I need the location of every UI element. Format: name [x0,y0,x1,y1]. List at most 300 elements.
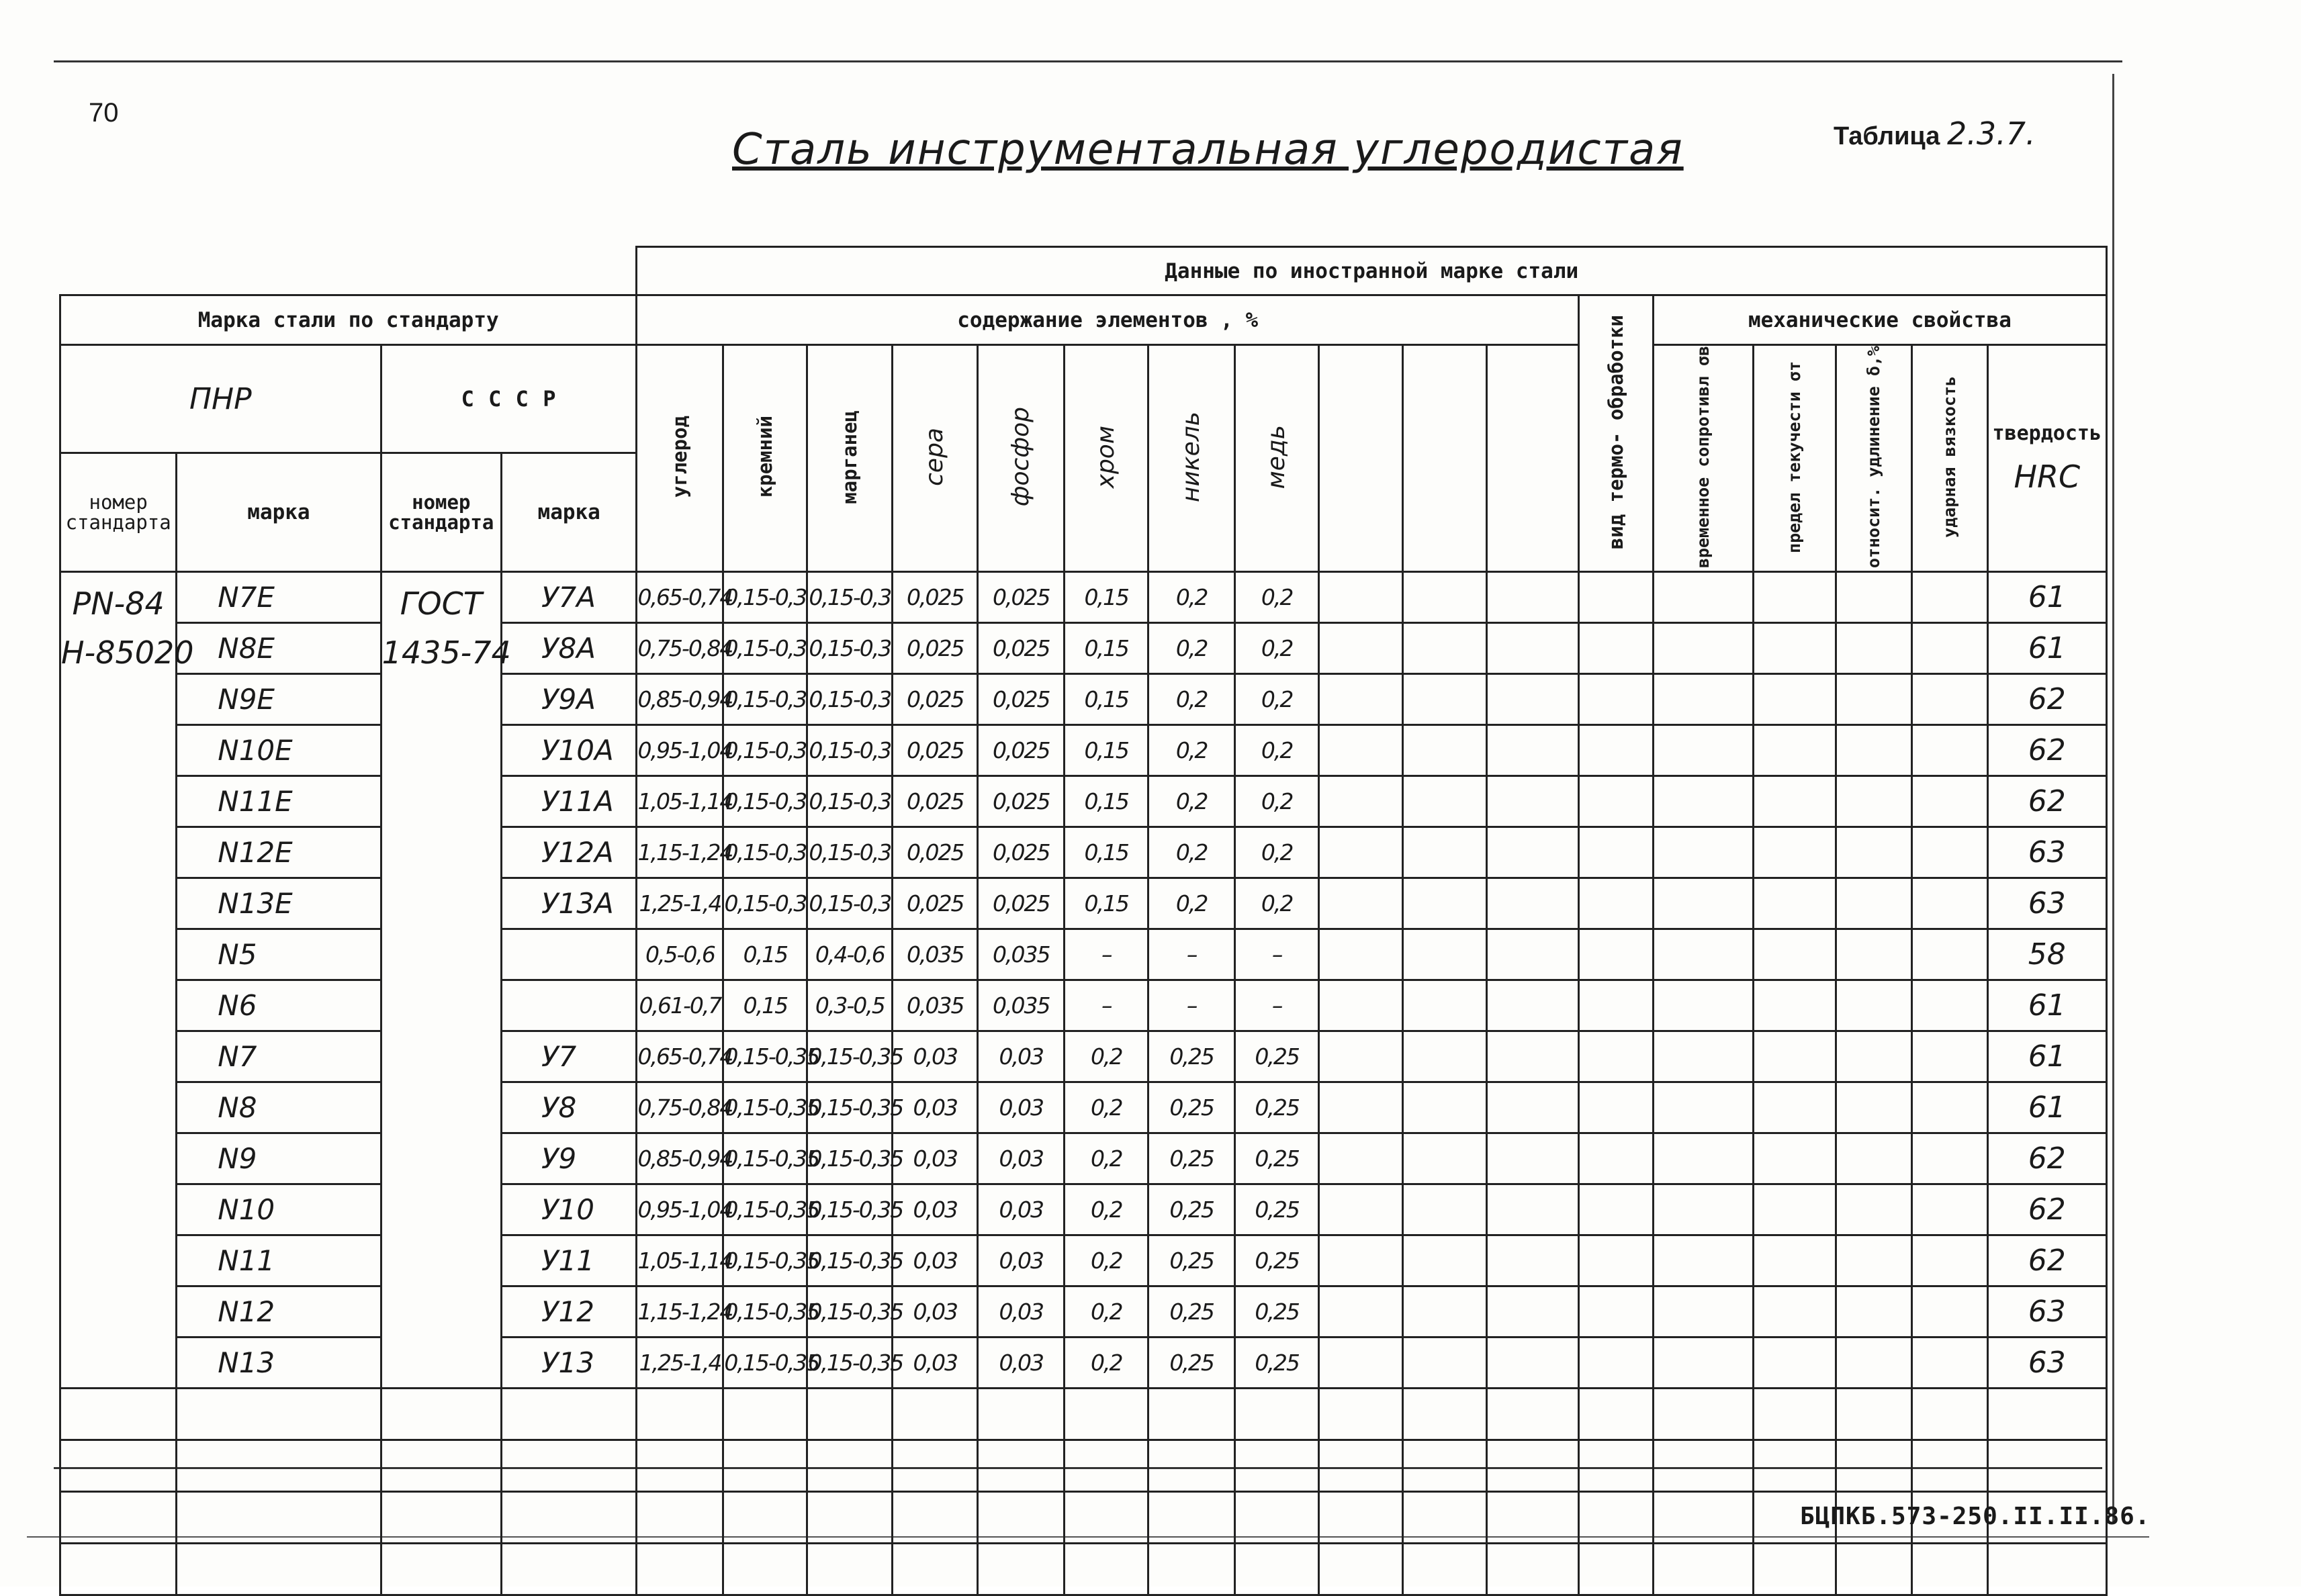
element-cu-cell: 0,2 [1235,827,1319,878]
element-cu-cell: – [1235,980,1319,1031]
mechanical-cell [1911,929,1987,980]
element-p-cell: 0,03 [978,1286,1065,1337]
ussr-grade-cell: У11 [501,1235,637,1286]
element-s-cell: 0,03 [893,1235,978,1286]
element-p-cell: 0,03 [978,1133,1065,1184]
col-sulfur: сера [893,345,978,572]
col-manganese: марганец [807,345,893,572]
empty-cell [381,1492,501,1544]
element-empty-cell [1319,1184,1403,1235]
element-mn-cell: 0,15-0,35 [807,1082,893,1133]
mechanical-cell [1753,725,1836,776]
mechanical-cell [1911,827,1987,878]
ussr-standard-line2: 1435-74 [381,635,511,671]
element-ni-cell: 0,25 [1148,1184,1235,1235]
mechanical-cell [1911,1184,1987,1235]
empty-cell [893,1389,978,1440]
mechanical-cell [1653,725,1753,776]
element-empty-cell [1403,725,1487,776]
element-empty-cell [1319,674,1403,725]
element-cu-cell: 0,25 [1235,1031,1319,1082]
heat-treatment-cell [1578,878,1653,929]
element-mn-cell: 0,3-0,5 [807,980,893,1031]
element-empty-cell [1486,674,1578,725]
empty-cell [177,1544,381,1595]
element-empty-cell [1486,1031,1578,1082]
element-s-cell: 0,025 [893,572,978,623]
element-empty-cell [1403,572,1487,623]
table-row [60,1184,2107,1235]
pnr-grade-cell: N9 [177,1133,381,1184]
empty-cell [807,1389,893,1440]
element-empty-cell [1319,878,1403,929]
heat-treatment-cell [1578,1235,1653,1286]
empty-cell [1403,1544,1487,1595]
hardness-cell: 62 [1987,1184,2106,1235]
element-s-cell: 0,025 [893,878,978,929]
element-ni-cell: 0,25 [1148,1286,1235,1337]
empty-cell [60,1440,177,1492]
mechanical-cell [1753,776,1836,827]
table-row [60,776,2107,827]
mechanical-cell [1836,1133,1911,1184]
element-empty-cell [1403,878,1487,929]
mechanical-cell [1653,1082,1753,1133]
empty-cell [381,1389,501,1440]
table-label-text: Таблица [1834,122,1940,150]
element-c-cell: 1,15-1,24 [637,1286,723,1337]
table-row [60,725,2107,776]
heat-treatment-cell [1578,572,1653,623]
element-p-cell: 0,035 [978,980,1065,1031]
empty-cell [1065,1389,1148,1440]
empty-cell [1403,1440,1487,1492]
element-ni-cell: 0,25 [1148,1337,1235,1389]
element-empty-cell [1403,1082,1487,1133]
element-s-cell: 0,03 [893,1184,978,1235]
heat-treatment-cell [1578,980,1653,1031]
element-empty-cell [1486,776,1578,827]
table-row [60,1133,2107,1184]
ussr-grade-cell: У8 [501,1082,637,1133]
empty-cell [1653,1440,1753,1492]
pnr-grade-cell: N10E [177,725,381,776]
element-c-cell: 0,75-0,84 [637,1082,723,1133]
empty-cell [1148,1389,1235,1440]
element-empty-cell [1403,1235,1487,1286]
element-s-cell: 0,025 [893,725,978,776]
element-c-cell: 1,05-1,14 [637,1235,723,1286]
empty-cell [1148,1492,1235,1544]
pnr-grade-cell: N12E [177,827,381,878]
mechanical-cell [1836,1337,1911,1389]
element-c-cell: 1,25-1,4 [637,1337,723,1389]
element-p-cell: 0,03 [978,1235,1065,1286]
empty-cell [1235,1544,1319,1595]
foreign-data-header: Данные по иностранной марке стали [637,247,2107,295]
element-empty-cell [1319,1235,1403,1286]
element-ni-cell: 0,2 [1148,674,1235,725]
element-ni-cell: 0,2 [1148,776,1235,827]
element-si-cell: 0,15-0,3 [723,674,807,725]
element-empty-cell [1403,623,1487,674]
element-cu-cell: 0,25 [1235,1337,1319,1389]
element-cr-cell: 0,2 [1065,1286,1148,1337]
heat-treatment-cell [1578,1133,1653,1184]
col-hardness: твердость HRC [1987,345,2106,572]
element-si-cell: 0,15-0,35 [723,1184,807,1235]
element-si-cell: 0,15-0,3 [723,776,807,827]
ussr-grade-cell: У13 [501,1337,637,1389]
element-empty-cell [1403,1133,1487,1184]
empty-cell [1836,1389,1911,1440]
ussr-grade-cell: У7 [501,1031,637,1082]
element-empty-cell [1486,1184,1578,1235]
country-b-header: С С С Р [381,345,637,453]
mechanical-cell [1653,1235,1753,1286]
element-s-cell: 0,035 [893,929,978,980]
element-cr-cell: 0,2 [1065,1082,1148,1133]
element-mn-cell: 0,15-0,3 [807,776,893,827]
pnr-grade-cell: N7 [177,1031,381,1082]
pnr-grade-cell: N5 [177,929,381,980]
empty-cell [1578,1440,1653,1492]
data-rows [60,572,2107,1389]
element-p-cell: 0,025 [978,572,1065,623]
empty-cell [501,1544,637,1595]
element-si-cell: 0,15-0,3 [723,572,807,623]
heat-treatment-cell [1578,1286,1653,1337]
ussr-grade-cell: У12А [501,827,637,878]
empty-cell [60,1544,177,1595]
ussr-grade-cell [501,980,637,1031]
mechanical-cell [1911,980,1987,1031]
hardness-cell: 63 [1987,878,2106,929]
empty-cell [177,1389,381,1440]
element-empty-cell [1319,776,1403,827]
element-empty-cell [1486,827,1578,878]
element-empty-cell [1319,1082,1403,1133]
empty-cell [807,1544,893,1595]
element-p-cell: 0,03 [978,1082,1065,1133]
element-ni-cell: 0,2 [1148,725,1235,776]
col-yield: предел текучести σт [1753,345,1836,572]
element-si-cell: 0,15-0,35 [723,1337,807,1389]
element-empty-cell [1486,725,1578,776]
element-mn-cell: 0,15-0,35 [807,1184,893,1235]
mechanical-cell [1753,1031,1836,1082]
element-empty-cell [1319,725,1403,776]
col-empty-1 [1319,345,1403,572]
element-c-cell: 1,15-1,24 [637,827,723,878]
table-number: 2.3.7. [1946,115,2036,152]
empty-cell [177,1492,381,1544]
mechanical-cell [1911,623,1987,674]
element-s-cell: 0,025 [893,776,978,827]
ussr-grade-header: марка [501,453,637,572]
empty-cell [978,1544,1065,1595]
element-ni-cell: 0,25 [1148,1133,1235,1184]
empty-cell [637,1492,723,1544]
element-s-cell: 0,03 [893,1337,978,1389]
col-empty-3 [1486,345,1578,572]
element-cu-cell: – [1235,929,1319,980]
col-impact: ударная вязкость [1911,345,1987,572]
element-si-cell: 0,15 [723,929,807,980]
element-s-cell: 0,035 [893,980,978,1031]
element-c-cell: 0,85-0,94 [637,1133,723,1184]
empty-cell [1065,1544,1148,1595]
element-cr-cell: 0,2 [1065,1337,1148,1389]
element-s-cell: 0,025 [893,674,978,725]
element-empty-cell [1486,1337,1578,1389]
mechanical-cell [1836,827,1911,878]
ussr-grade-cell: У10А [501,725,637,776]
table-row [60,878,2107,929]
element-cr-cell: 0,15 [1065,776,1148,827]
empty-cell [501,1440,637,1492]
empty-cell [381,1440,501,1492]
empty-cell [1987,1440,2106,1492]
element-cu-cell: 0,25 [1235,1235,1319,1286]
empty-cell [1753,1544,1836,1595]
element-ni-cell: 0,25 [1148,1082,1235,1133]
element-c-cell: 0,75-0,84 [637,623,723,674]
heat-treatment-cell [1578,776,1653,827]
element-p-cell: 0,035 [978,929,1065,980]
element-s-cell: 0,03 [893,1286,978,1337]
element-c-cell: 0,95-1,04 [637,1184,723,1235]
mechanical-cell [1836,1286,1911,1337]
table-row [60,674,2107,725]
element-empty-cell [1486,929,1578,980]
empty-cell [1987,1544,2106,1595]
mechanical-cell [1653,929,1753,980]
pnr-std-number-header: номер стандарта [60,453,177,572]
mechanical-header: механические свойства [1653,295,2106,345]
mechanical-cell [1836,980,1911,1031]
hardness-cell: 62 [1987,674,2106,725]
element-c-cell: 0,65-0,74 [637,1031,723,1082]
empty-cell [1578,1544,1653,1595]
element-mn-cell: 0,15-0,3 [807,725,893,776]
heat-treatment-cell [1578,1337,1653,1389]
mechanical-cell [1836,776,1911,827]
document-stamp: БЦПКБ.573-250.II.II.86. [1800,1503,2151,1530]
empty-cell [1319,1440,1403,1492]
element-cr-cell: 0,2 [1065,1031,1148,1082]
element-cu-cell: 0,2 [1235,674,1319,725]
empty-cell [1486,1544,1578,1595]
pnr-grade-cell: N12 [177,1286,381,1337]
empty-cell [893,1492,978,1544]
mechanical-cell [1753,827,1836,878]
element-cr-cell: 0,15 [1065,725,1148,776]
empty-cell [893,1544,978,1595]
table-row [60,929,2107,980]
element-s-cell: 0,03 [893,1031,978,1082]
element-cr-cell: 0,15 [1065,878,1148,929]
empty-cell [1486,1389,1578,1440]
element-mn-cell: 0,4-0,6 [807,929,893,980]
mechanical-cell [1911,1286,1987,1337]
element-mn-cell: 0,15-0,3 [807,878,893,929]
empty-cell [893,1440,978,1492]
element-cu-cell: 0,2 [1235,725,1319,776]
mechanical-cell [1753,1133,1836,1184]
element-empty-cell [1403,1184,1487,1235]
element-c-cell: 1,05-1,14 [637,776,723,827]
pnr-standard-line1: PN-84 [72,585,165,622]
element-empty-cell [1319,623,1403,674]
hardness-cell: 63 [1987,1337,2106,1389]
hardness-cell: 63 [1987,827,2106,878]
element-ni-cell: 0,2 [1148,878,1235,929]
empty-cell [60,1389,177,1440]
table-row [60,980,2107,1031]
element-empty-cell [1319,1337,1403,1389]
hardness-cell: 61 [1987,1082,2106,1133]
col-nickel: никель [1148,345,1235,572]
mechanical-cell [1753,878,1836,929]
table-row [60,1235,2107,1286]
element-mn-cell: 0,15-0,3 [807,623,893,674]
element-ni-cell: – [1148,980,1235,1031]
element-mn-cell: 0,15-0,35 [807,1286,893,1337]
mechanical-cell [1836,725,1911,776]
element-c-cell: 0,95-1,04 [637,725,723,776]
empty-cell [1653,1389,1753,1440]
element-empty-cell [1486,572,1578,623]
element-empty-cell [1486,623,1578,674]
empty-cell [1911,1389,1987,1440]
empty-cell [1486,1440,1578,1492]
pnr-grade-cell: N13E [177,878,381,929]
element-empty-cell [1319,929,1403,980]
element-p-cell: 0,025 [978,827,1065,878]
mechanical-cell [1753,1235,1836,1286]
empty-cell [1911,1544,1987,1595]
element-empty-cell [1403,674,1487,725]
country-a-header: ПНР [60,345,381,453]
element-empty-cell [1319,1286,1403,1337]
mechanical-cell [1753,572,1836,623]
empty-cell [177,1440,381,1492]
ussr-grade-cell: У8А [501,623,637,674]
mechanical-cell [1653,827,1753,878]
empty-cell [637,1544,723,1595]
empty-cell [1403,1492,1487,1544]
pnr-grade-cell: N11E [177,776,381,827]
element-c-cell: 1,25-1,4 [637,878,723,929]
mechanical-cell [1836,929,1911,980]
mechanical-cell [1653,1031,1753,1082]
empty-cell [1753,1440,1836,1492]
page-number: 70 [89,98,119,128]
hardness-cell: 58 [1987,929,2106,980]
element-empty-cell [1403,1031,1487,1082]
hardness-cell: 61 [1987,980,2106,1031]
element-cu-cell: 0,2 [1235,878,1319,929]
empty-cell [723,1440,807,1492]
hardness-cell: 62 [1987,776,2106,827]
element-cr-cell: 0,2 [1065,1235,1148,1286]
pnr-grade-cell: N11 [177,1235,381,1286]
pnr-grade-cell: N8 [177,1082,381,1133]
mechanical-cell [1653,572,1753,623]
empty-cell [501,1389,637,1440]
mechanical-cell [1653,776,1753,827]
mechanical-cell [1753,1286,1836,1337]
mechanical-cell [1836,572,1911,623]
element-ni-cell: – [1148,929,1235,980]
empty-cell [1836,1544,1911,1595]
element-empty-cell [1403,827,1487,878]
element-cr-cell: 0,15 [1065,623,1148,674]
hardness-cell: 63 [1987,1286,2106,1337]
element-empty-cell [1319,827,1403,878]
mechanical-cell [1836,674,1911,725]
empty-cell [723,1544,807,1595]
heat-treatment-cell [1578,674,1653,725]
pnr-grade-cell: N6 [177,980,381,1031]
ussr-grade-cell: У9 [501,1133,637,1184]
empty-cell [1911,1440,1987,1492]
hardness-cell: 61 [1987,623,2106,674]
element-c-cell: 0,85-0,94 [637,674,723,725]
element-empty-cell [1486,1082,1578,1133]
element-p-cell: 0,025 [978,674,1065,725]
table-row [60,1082,2107,1133]
empty-cell [723,1492,807,1544]
col-carbon: углерод [637,345,723,572]
heat-treatment-header: вид термо- обработки [1578,295,1653,572]
element-s-cell: 0,03 [893,1133,978,1184]
ussr-standard-cell [381,572,511,1389]
ussr-grade-cell: У12 [501,1286,637,1337]
mechanical-cell [1753,1184,1836,1235]
element-cr-cell: 0,15 [1065,827,1148,878]
element-mn-cell: 0,15-0,3 [807,674,893,725]
ussr-grade-cell: У9А [501,674,637,725]
mechanical-cell [1653,1337,1753,1389]
element-cr-cell: – [1065,929,1148,980]
table-label [1834,115,2036,152]
empty-cell [1235,1492,1319,1544]
mechanical-cell [1836,878,1911,929]
element-si-cell: 0,15-0,35 [723,1235,807,1286]
empty-cell [60,1492,177,1544]
mechanical-cell [1753,929,1836,980]
element-si-cell: 0,15-0,3 [723,725,807,776]
mechanical-cell [1753,1082,1836,1133]
mechanical-cell [1836,1082,1911,1133]
col-copper: медь [1235,345,1319,572]
hardness-cell: 61 [1987,1031,2106,1082]
element-empty-cell [1486,1133,1578,1184]
mechanical-cell [1653,1184,1753,1235]
element-p-cell: 0,025 [978,776,1065,827]
ussr-std-number-header: номер стандарта [381,453,501,572]
mechanical-cell [1911,1235,1987,1286]
mechanical-cell [1911,725,1987,776]
element-p-cell: 0,03 [978,1184,1065,1235]
element-s-cell: 0,03 [893,1082,978,1133]
element-cu-cell: 0,25 [1235,1082,1319,1133]
mechanical-cell [1836,623,1911,674]
col-chromium: хром [1065,345,1148,572]
hardness-cell: 62 [1987,1235,2106,1286]
